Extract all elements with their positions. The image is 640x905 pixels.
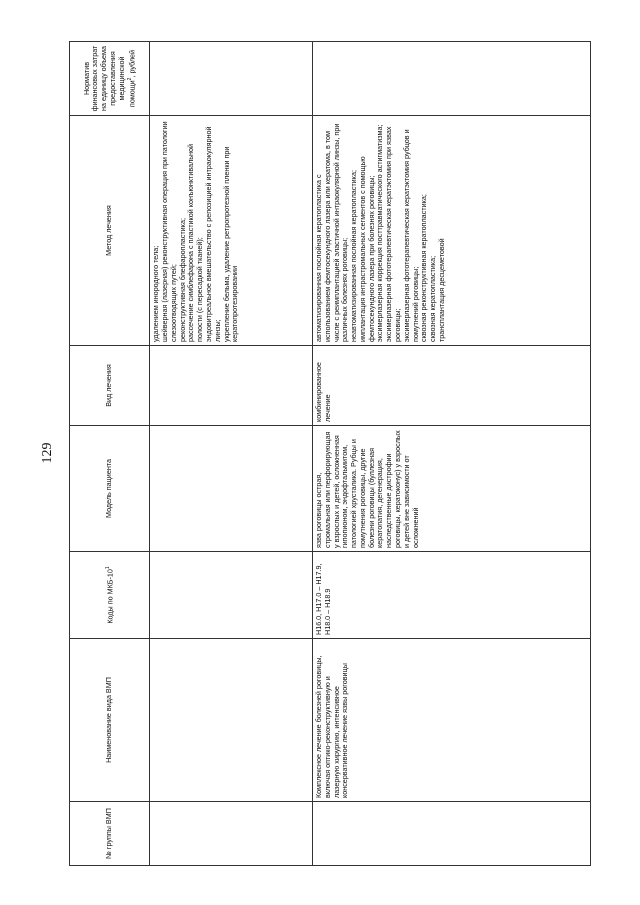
method-item: рассечение симблефарона с пластикой конъюнктивальной полости (с пересадкой тканей); [186,143,205,342]
header-norm-sup: 2 [126,77,133,81]
header-norm [70,42,150,116]
method-item: удалением инородного тела; [151,245,161,342]
method-item: автоматизированная послойная кератопластика с использованием фемтосекундного лазера или кератома, в том числе с реимплантацией эластичной интраокулярной линзы, при различных болезнях роговицы; [313,123,350,342]
cell-norm [150,42,313,116]
method-item: реконструктивная блефаропластика; [177,218,187,342]
header-norm-text: Норматив финансовых затрат на единицу объема предоставления медицинской помощи [81,45,136,112]
header-name: Наименование вида ВМП [70,639,150,802]
rotated-table-container [69,42,591,866]
header-codes-text: Коды по МКБ-10 [104,569,114,624]
page-number: 129 [40,442,55,464]
cell-model [150,426,313,552]
cell-method [312,116,590,346]
cell-group [312,802,590,866]
table-header-row [70,42,150,866]
method-item: эндовитреальное вмешательство с репозицией интраокулярной линзы; [203,126,222,342]
header-codes-sup: 1 [104,566,111,570]
vmp-table [69,41,591,866]
method-item: трансплантация десцеметовой [436,238,446,342]
header-norm-unit: , рублей [126,49,136,78]
cell-codes: H16.0, H17.0 – H17.9, H18.0 – H18.9 [312,552,590,639]
method-item: укрепление бельма, удаление ретропротезной пленки при кератопротезировании [221,146,240,342]
header-group: № группы ВМП [70,802,150,866]
method-item: сквозная реконструктивная кератопластика; [419,194,429,342]
cell-norm [312,42,590,116]
header-model: Модель пациента [70,426,150,552]
cell-group [150,802,313,866]
table-row [150,42,313,866]
method-list [152,119,240,342]
cell-method [150,116,313,346]
method-item: сквозная кератопластика; [428,255,438,342]
cell-codes [150,552,313,639]
method-list [315,119,447,342]
method-item: имплантация интрастромальных сегментов с помощью фемтосекундного лазера при болезнях роговицы; [357,156,376,342]
header-type: Вид лечения [70,346,150,426]
method-item: шейверная (лазерная) реконструктивная операция при патологии слезоотводящих путей; [160,121,178,342]
cell-model: язва роговицы острая, стромальная или перфорирующая у взрослых и детей, осложненная гипопионом, эндофтальмитом, патологией хрусталика. Рубцы и помутнения роговицы, другие болезни роговицы (буллезная кератопатия, дегенерация, наследственные дистрофии роговицы, кератоконус) у взрослых и детей вне зависимости от осложнений [312,426,590,552]
method-item: эксимерлазерная коррекция посттравматического астигматизма; [375,124,385,342]
method-item: эксимерлазерная фототерапевтическая кератэктомия рубцов и помутнений роговицы; [401,129,420,342]
method-item: неавтоматизированная послойная кератопластика; [349,170,359,342]
header-codes [70,552,150,639]
cell-name: Комплексное лечение болезней роговицы, включая оптико-реконструктивную и лазерную хирургию, интенсивное консервативное лечение язвы роговицы [312,639,590,802]
table-row [312,42,590,866]
cell-type: комбинированное лечение [312,346,590,426]
method-item: эксимерлазерная фототерапевтическая кератэктомия при язвах роговицы; [384,126,402,342]
cell-name [150,639,313,802]
cell-type [150,346,313,426]
header-method: Метод лечения [70,116,150,346]
